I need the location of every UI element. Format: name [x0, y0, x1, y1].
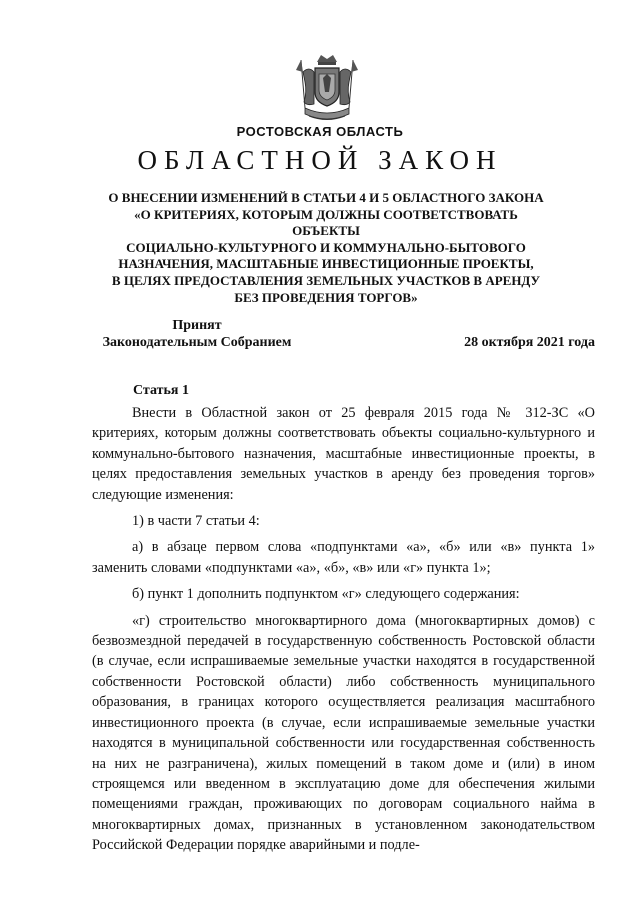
paragraph: а) в абзаце первом слова «подпунктами «а», «б» или «в» пункта 1» заменить словами «подпунктами «а», «б», «в» или «г» пункта 1»; — [92, 539, 595, 576]
subtitle-line: В ЦЕЛЯХ ПРЕДОСТАВЛЕНИЯ ЗЕМЕЛЬНЫХ УЧАСТКОВ В АРЕНДУ — [111, 272, 541, 288]
paragraph: б) пункт 1 дополнить подпунктом «г» следующего содержания: — [132, 586, 520, 603]
subtitle-line: БЕЗ ПРОВЕДЕНИЯ ТОРГОВ» — [234, 289, 418, 305]
subtitle-line: «О КРИТЕРИЯХ, КОТОРЫМ ДОЛЖНЫ СООТВЕТСТВОВАТЬ ОБЪЕКТЫ — [134, 206, 518, 239]
law-title: ОБЛАСТНОЙ ЗАКОН — [137, 145, 503, 175]
article-body — [92, 403, 595, 856]
adoption-date: 28 октября 2021 года — [464, 335, 595, 350]
adopted-body: Законодательным Собранием — [102, 335, 292, 350]
adopted-label: Принят — [172, 318, 222, 333]
article-heading: Статья 1 — [133, 383, 189, 398]
adopted-by — [92, 317, 302, 351]
paragraph: 1) в части 7 статьи 4: — [132, 513, 260, 530]
subtitle-line: СОЦИАЛЬНО-КУЛЬТУРНОГО И КОММУНАЛЬНО-БЫТОВОГО — [126, 239, 526, 255]
subtitle-line: О ВНЕСЕНИИ ИЗМЕНЕНИЙ В СТАТЬИ 4 И 5 ОБЛАСТНОГО ЗАКОНА — [108, 190, 544, 205]
paragraph: Внести в Областной закон от 25 февраля 2015 года № 312-ЗС «О критериях, которым должны соответствовать объекты социально-культурного и коммунально-бытового назначения, масштабные инвестиционные проекты, в целях предоставления земельных участков в аренду без проведения торгов» следующие изменения: — [92, 405, 595, 503]
region-name: РОСТОВСКАЯ ОБЛАСТЬ — [236, 124, 404, 139]
paragraph: «г) строительство многоквартирного дома (многоквартирных домов) с безвозмездной передачей в государственную собственность Ростовской области (в случае, если испрашиваемые земельные участки находятся в государственной собственности Ростовской области) либо собственность муниципального образования, в границах которого осуществляется реализация масштабного инвестиционного проекта (в случае, если испрашиваемые земельные участки находятся в муниципальной собственности или государственная собственность на них не разграничена), жилых помещений в таком доме и (или) в ином строящемся или введенном в эксплуатацию доме для обеспечения жилыми помещениями граждан, проживающих по договорам социального найма в многоквартирных домах, признанных в установленном законодательством Российской Федерации порядке аварийными и подле- — [92, 612, 595, 854]
subtitle-line: НАЗНАЧЕНИЯ, МАСШТАБНЫЕ ИНВЕСТИЦИОННЫЕ ПРОЕКТЫ, — [118, 256, 534, 272]
coat-of-arms-icon — [295, 52, 359, 124]
law-subtitle — [100, 190, 552, 306]
